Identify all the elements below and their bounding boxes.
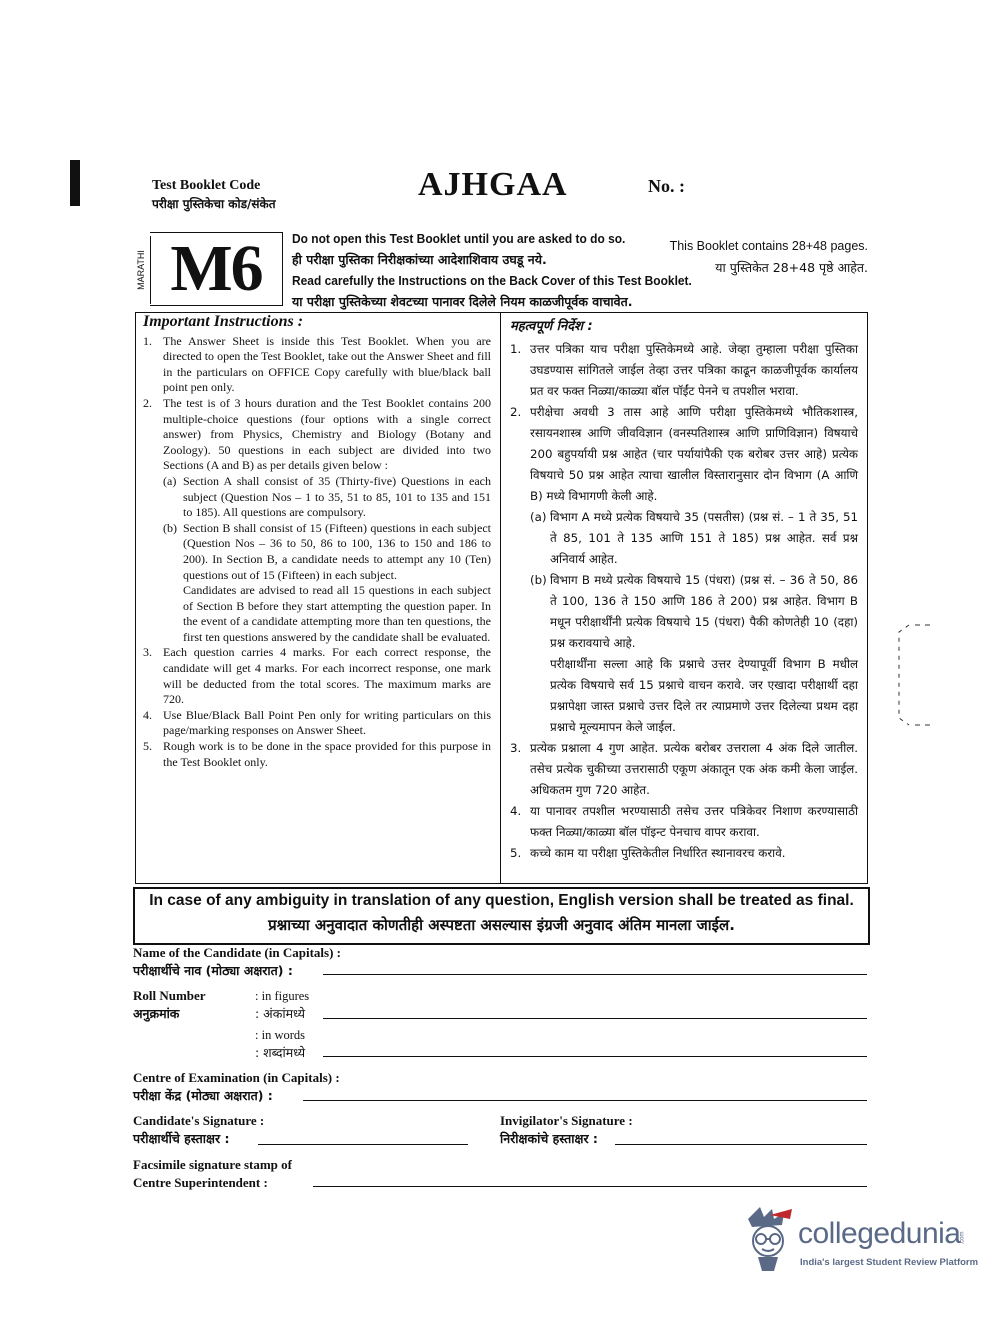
page-count-block: [640, 236, 868, 278]
candidate-name-label: [133, 944, 341, 980]
instructions-english: [143, 314, 491, 770]
instruction-en-item-text: Section A shall consist of 35 (Thirty-five) Questions in each subject (Question Nos – 1 to 35, 51 to 85, 101 to 135 and 151 to 185). All questions are compulsory.: [183, 473, 491, 520]
instruction-mr-item-text: विभाग B मध्ये प्रत्येक विषयाचे 15 (पंधरा) (प्रश्न सं. – 36 ते 50, 86 ते 100, 136 ते 150 आणि 186 ते 200) प्रश्न आहेत. विभाग B मधून परीक्षार्थींनी प्रत्येक विषयाचे 15 (पंधरा) पैकी कोणतेही 10 (दहा) प्रश्न करावयाचे आहे.: [550, 573, 858, 650]
booklet-code-label: [152, 177, 276, 213]
instruction-en-item-text: Rough work is to be done in the space provided for this purpose in the Test Booklet only.: [163, 739, 491, 769]
instruction-mr-item-number: (a): [530, 510, 547, 524]
collegedunia-logo[interactable]: [740, 1205, 979, 1275]
superintendent-stamp-label-line2: Centre Superintendent :: [133, 1175, 268, 1190]
translation-notice: [133, 887, 870, 945]
invigilator-signature-field[interactable]: [615, 1144, 867, 1145]
instruction-en-item-text: Section B shall consist of 15 (Fifteen) questions in each subject (Question Nos – 36 to 50, 86 to 100, 136 to 150 and 186 to 200). In Section B, a candidate needs to attempt any 10 (Ten) questions out of 15 (Fifteen) in each subject.: [183, 520, 491, 582]
centre-label-mr: परीक्षा केंद्र (मोठ्या अक्षरात) :: [133, 1088, 273, 1103]
warning-read-mr: या परीक्षा पुस्तिकेच्या शेवटच्या पानावर दिलेले नियम काळजीपूर्वक वाचावेत.: [292, 294, 633, 309]
instruction-en-item-number: (a): [163, 473, 177, 488]
booklet-code-value: AJHGAA: [418, 166, 568, 203]
roll-words-label-en: : in words: [255, 1028, 305, 1042]
instruction-en-item-number: 3.: [143, 645, 152, 660]
invigilator-signature-label: [500, 1112, 633, 1148]
candidate-signature-label-mr: परीक्षार्थीचे हस्ताक्षर :: [133, 1131, 230, 1146]
instruction-en-item-text: The test is of 3 hours duration and the Test Booklet contains 200 multiple-choice questions (four options with a single correct answer) from Physics, Chemistry and Biology (Botany and Zoology). 50 questions in each subject are divided into two Sections (A and B) as per details given below :: [163, 395, 491, 473]
warning-open-en: Do not open this Test Booklet until you are asked to do so.: [292, 231, 626, 246]
instruction-mr-item: [510, 843, 858, 864]
instruction-mr-item-text: परीक्षेचा अवधी 3 तास आहे आणि परीक्षा पुस्तिकेमध्ये भौतिकशास्त्र, रसायनशास्त्र आणि जीवविज्ञान (वनस्पतिशास्त्र आणि प्राणिविज्ञान) विषयाचे 200 बहुपर्यायी प्रश्न आहेत (चार पर्यायांपैकी एक बरोबर उत्तर आहे) प्रत्येक विषयाचे 50 प्रश्न आहेत त्याचा खालील विस्तारानुसार दोन विभाग (A आणि B) मध्ये विभागणी केली आहे.: [530, 405, 858, 503]
logo-dotcom: .com: [959, 1231, 966, 1245]
warning-read-en: Read carefully the Instructions on the Back Cover of this Test Booklet.: [292, 273, 692, 288]
instruction-mr-item: [510, 402, 858, 507]
instruction-en-item-number: 4.: [143, 707, 152, 722]
cut-marks: [895, 620, 935, 730]
roll-figures-field[interactable]: [323, 1018, 867, 1019]
superintendent-stamp-label-line1: Facsimile signature stamp of: [133, 1157, 292, 1172]
candidate-name-label-en: Name of the Candidate (in Capitals) :: [133, 945, 341, 960]
instruction-mr-item-number: 3.: [510, 741, 522, 755]
instruction-mr-item-number: 5.: [510, 846, 522, 860]
language-label: MARATHI: [136, 250, 146, 290]
translation-notice-mr: प्रश्नाच्या अनुवादात कोणतीही अस्पष्टता असल्यास इंग्रजी अनुवाद अंतिम मानला जाईल.: [268, 916, 735, 934]
candidate-name-label-mr: परीक्षार्थीचे नाव (मोठ्या अक्षरात) :: [133, 963, 293, 978]
instruction-mr-item-number: 1.: [510, 342, 522, 356]
centre-field[interactable]: [303, 1100, 867, 1101]
instruction-en-item: [163, 474, 491, 521]
instruction-mr-item-text: विभाग A मध्ये प्रत्येक विषयाचे 35 (पसतीस) (प्रश्न सं. – 1 ते 35, 51 ते 85, 101 ते 135 आणि 151 ते 185) प्रश्न आहेत. सर्व प्रश्न अनिवार्य आहेत.: [550, 510, 858, 566]
instructions-english-heading: Important Instructions :: [143, 313, 304, 330]
warning-open-mr: ही परीक्षा पुस्तिका निरीक्षकांच्या आदेशाशिवाय उघडू नये.: [292, 252, 547, 267]
logo-brand-text: collegedunia: [798, 1217, 961, 1250]
roll-words-label: [255, 1026, 305, 1062]
instruction-en-item: [163, 521, 491, 583]
roll-number-label-en: Roll Number: [133, 988, 206, 1003]
instruction-mr-item-number: [530, 654, 550, 738]
roll-figures-label-mr: : अंकांमध्ये: [255, 1006, 305, 1021]
instruction-en-item-number: 2.: [143, 395, 152, 410]
instruction-en-item-text: Use Blue/Black Ball Point Pen only for writing particulars on this page/marking responses on Answer Sheet.: [163, 707, 491, 738]
invigilator-signature-label-mr: निरीक्षकांचे हस्ताक्षर :: [500, 1131, 598, 1146]
candidate-signature-field[interactable]: [258, 1144, 468, 1145]
instruction-mr-item: [510, 738, 858, 801]
centre-label-en: Centre of Examination (in Capitals) :: [133, 1070, 340, 1085]
instruction-en-item: [143, 334, 491, 396]
instruction-en-item-number: (b): [163, 520, 177, 535]
roll-number-label-mr: अनुक्रमांक: [133, 1006, 180, 1021]
booklet-code-label-mr: परीक्षा पुस्तिकेचा कोड/संकेत: [152, 197, 276, 211]
instructions-marathi-list: [510, 339, 858, 864]
instruction-en-item: [143, 396, 491, 474]
instruction-mr-item-text: प्रत्येक प्रश्नाला 4 गुण आहेत. प्रत्येक बरोबर उत्तराला 4 अंक दिले जातील. तसेच प्रत्येक चुकीच्या उत्तरासाठी एकूण अंकातून एक अंक कमी केला जाईल. अधिकतम गुण 720 आहेत.: [530, 741, 858, 797]
instruction-mr-item-text: कच्चे काम या परीक्षा पुस्तिकेतील निर्धारित स्थानावरच करावे.: [530, 846, 786, 860]
instructions-marathi: [510, 316, 858, 864]
candidate-signature-label-en: Candidate's Signature :: [133, 1113, 265, 1128]
candidate-signature-label: [133, 1112, 264, 1148]
instruction-mr-item-number: 4.: [510, 804, 522, 818]
roll-figures-label: [255, 987, 309, 1023]
instruction-mr-item: [530, 507, 858, 570]
superintendent-stamp-field[interactable]: [313, 1186, 867, 1187]
instruction-mr-item-text: उत्तर पत्रिका याच परीक्षा पुस्तिकेमध्ये आहे. जेव्हा तुम्हाला परीक्षा पुस्तिका उघडण्यास सांगितले जाईल तेव्हा उत्तर पत्रिका काढून काळजीपूर्वक कार्यालय प्रत वर फक्त निळ्या/काळ्या बॉल पॉईंट पेनने च तपशील भरावा.: [530, 342, 858, 398]
series-box: [150, 232, 283, 306]
instructions-english-list: [143, 334, 491, 771]
translation-notice-en: In case of any ambiguity in translation of any question, English version shall be treated as final.: [149, 892, 854, 909]
logo-tagline: India's largest Student Review Platform: [800, 1257, 979, 1268]
instruction-en-item: [163, 583, 491, 645]
instruction-en-item: [143, 739, 491, 770]
roll-figures-label-en: : in figures: [255, 989, 310, 1003]
instruction-mr-item: [510, 339, 858, 402]
instruction-mr-item-text: परीक्षार्थींना सल्ला आहे कि प्रश्नाचे उत्तर देण्यापूर्वी विभाग B मधील प्रत्येक विषयाचे सर्व 15 प्रश्नाचे वाचन करावे. जर एखादा परीक्षार्थी दहा प्रश्नापेक्षा जास्त प्रश्नाचे उत्तर दिले तर त्याप्रमाणे उत्तर दिलेल्या प्रथम दहा प्रश्नाचे मूल्यमापन केले जाईल.: [550, 657, 858, 734]
instruction-mr-item: [530, 570, 858, 654]
invigilator-signature-label-en: Invigilator's Signature :: [500, 1113, 633, 1128]
instruction-en-item: [143, 708, 491, 739]
instruction-en-item-text: The Answer Sheet is inside this Test Booklet. When you are directed to open the Test Booklet, take out the Answer Sheet and fill in the particulars on OFFICE Copy carefully with blue/black ball point pen only.: [163, 333, 491, 395]
candidate-name-field[interactable]: [323, 974, 867, 975]
instruction-en-item-number: 5.: [143, 739, 152, 754]
instructions-divider: [500, 312, 501, 884]
roll-words-label-mr: : शब्दांमध्ये: [255, 1045, 306, 1060]
booklet-number-label: No. :: [648, 176, 685, 196]
page-count-mr: या पुस्तिकेत 28+48 पृष्ठे आहेत.: [715, 260, 868, 275]
instruction-en-item-text: Candidates are advised to read all 15 questions in each subject of Section B before they start attempting the question paper. In the event of a candidate attempting more than ten questions, the first ten questions answered by the candidate shall be evaluated.: [183, 583, 491, 644]
instruction-mr-item: [530, 654, 858, 738]
instruction-mr-item-text: या पानावर तपशील भरण्यासाठी तसेच उत्तर पत्रिकेवर निशाण करण्यासाठी फक्त निळ्या/काळ्या बॉल पॉइन्ट पेनचाच वापर करावा.: [530, 804, 858, 839]
superintendent-stamp-label: [133, 1156, 292, 1192]
instruction-en-item-number: [163, 583, 183, 645]
instruction-mr-item-number: (b): [530, 573, 547, 587]
instruction-mr-item-number: 2.: [510, 405, 522, 419]
instruction-mr-item: [510, 801, 858, 843]
series-code: M6: [170, 232, 262, 305]
roll-number-label: [133, 987, 206, 1023]
page-count-en: This Booklet contains 28+48 pages.: [669, 239, 868, 253]
corner-mark: [70, 160, 80, 206]
instruction-en-item: [143, 645, 491, 707]
mascot-icon: [740, 1205, 796, 1275]
roll-words-field[interactable]: [323, 1056, 867, 1057]
booklet-code-label-en: Test Booklet Code: [152, 178, 261, 193]
language-strip: [132, 236, 151, 304]
instruction-en-item-number: 1.: [143, 333, 152, 348]
instructions-marathi-heading: महत्वपूर्ण निर्देश :: [510, 319, 593, 334]
instruction-en-item-text: Each question carries 4 marks. For each correct response, the candidate will get 4 marks. For each incorrect response, one mark will be deducted from the total scores. The maximum marks are 720.: [163, 645, 491, 707]
